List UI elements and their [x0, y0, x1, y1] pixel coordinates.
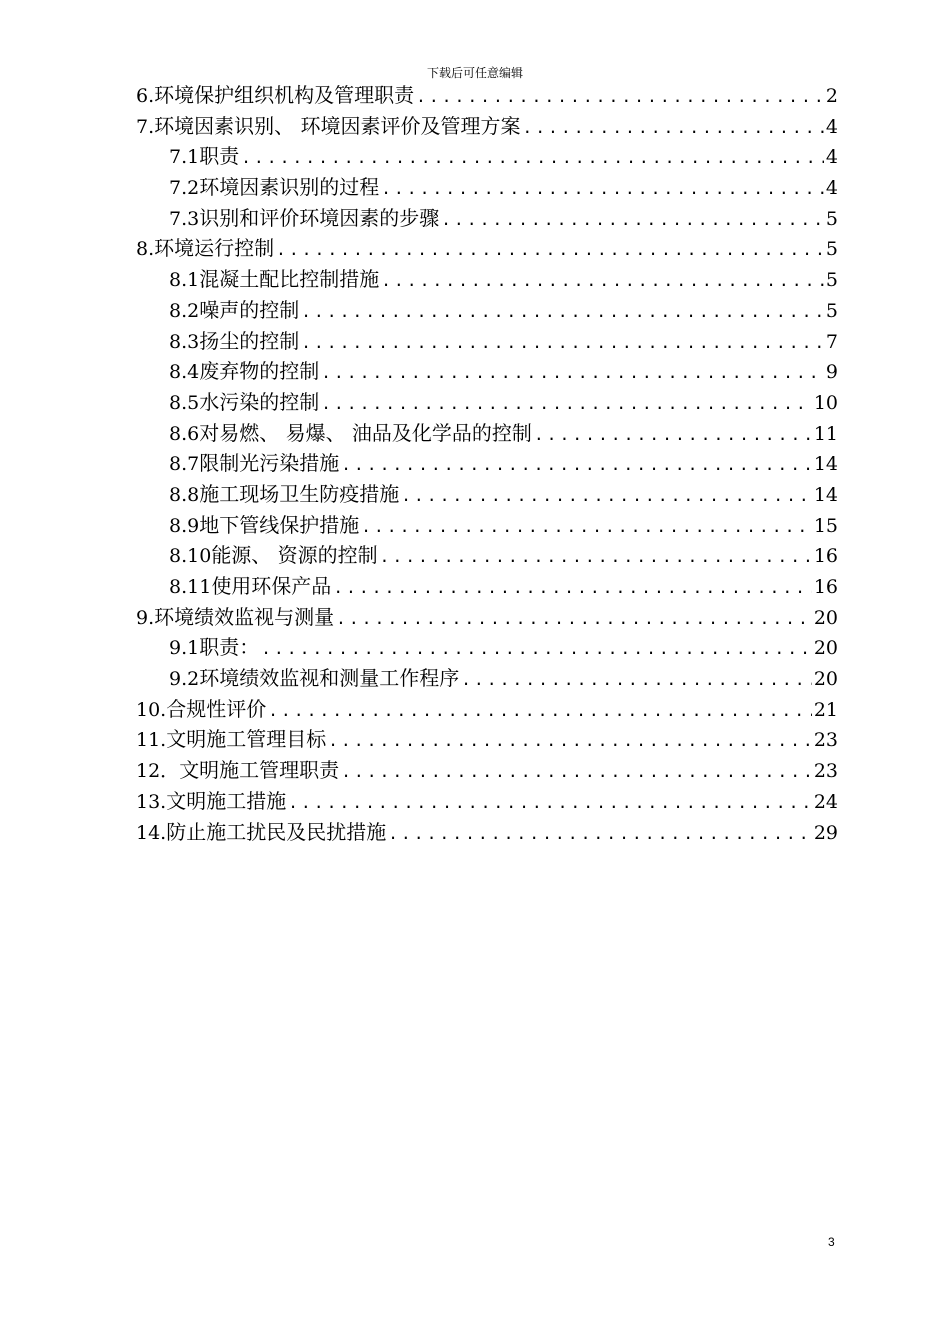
toc-entry-page: 7: [825, 330, 838, 353]
toc-entry-label: [169, 479, 399, 511]
toc-entry-title: 职责: [199, 144, 240, 169]
toc-entry[interactable]: [136, 510, 838, 541]
toc-dot-leader: [532, 420, 812, 451]
toc-dot-leader: [399, 481, 812, 512]
toc-entry-label: [136, 724, 326, 756]
toc-dot-leader: [299, 328, 824, 359]
toc-entry-page: 20: [813, 637, 838, 660]
toc-entry-page: 23: [813, 729, 838, 752]
toc-entry-page: 20: [813, 668, 838, 691]
toc-entry[interactable]: [136, 817, 838, 848]
toc-entry[interactable]: [136, 233, 838, 264]
toc-entry-page: 24: [813, 790, 838, 813]
toc-entry[interactable]: [136, 418, 838, 449]
toc-entry-page: 29: [813, 821, 838, 844]
toc-dot-leader: [378, 542, 812, 573]
toc-entry-page: 14: [813, 483, 838, 506]
toc-entry-page: 4: [825, 177, 838, 200]
toc-entry[interactable]: [136, 356, 838, 387]
page-number: 3: [828, 1235, 835, 1249]
toc-entry[interactable]: [136, 111, 838, 142]
toc-entry-label: [169, 356, 319, 388]
toc-entry-page: 2: [825, 85, 838, 107]
toc-entry-title: 环境因素识别的过程: [199, 175, 380, 200]
toc-dot-leader: [459, 665, 812, 696]
toc-entry-label: [169, 172, 379, 204]
toc-entry-label: [169, 326, 299, 358]
toc-entry[interactable]: [136, 264, 838, 295]
toc-entry-page: 16: [813, 576, 838, 598]
toc-entry[interactable]: [136, 755, 838, 786]
toc-dot-leader: [521, 113, 824, 144]
toc-entry[interactable]: [136, 663, 838, 694]
toc-entry-label: [169, 141, 239, 173]
toc-entry-number: 8.11: [169, 576, 212, 598]
toc-dot-leader: [414, 82, 824, 113]
toc-entry-number: 7.: [136, 115, 155, 138]
toc-entry-number: 7.2: [169, 177, 200, 200]
toc-entry-title: 对易燃、 易爆、 油品及化学品的控制: [199, 420, 532, 445]
toc-entry[interactable]: [136, 724, 838, 755]
toc-entry-title: 扬尘的控制: [199, 328, 300, 353]
toc-entry-page: 5: [825, 207, 838, 230]
toc-entry-number: 8.7: [169, 453, 200, 476]
table-of-contents: [136, 80, 838, 847]
toc-entry-number: 8.8: [169, 483, 200, 506]
toc-dot-leader: [339, 757, 812, 788]
toc-entry-number: 8.10: [169, 545, 212, 568]
toc-dot-leader: [266, 696, 812, 727]
toc-entry-number: 8.: [136, 238, 155, 261]
toc-entry-page: 4: [825, 115, 838, 138]
toc-entry-number: 11.: [136, 729, 167, 752]
toc-dot-leader: [326, 726, 812, 757]
toc-entry-title: 环境运行控制: [154, 236, 275, 261]
toc-entry-number: 7.1: [169, 146, 200, 169]
toc-dot-leader: [339, 450, 812, 481]
toc-entry-page: 11: [813, 422, 838, 445]
toc-entry-title: 文明施工管理目标: [166, 727, 327, 752]
toc-entry-number: 14.: [136, 821, 167, 844]
toc-entry-number: 8.2: [169, 299, 200, 322]
toc-entry-label: [136, 786, 286, 818]
toc-entry-label: [169, 264, 379, 296]
toc-entry-page: 5: [825, 299, 838, 322]
toc-dot-leader: [379, 174, 824, 205]
toc-entry-title: 地下管线保护措施: [199, 512, 360, 537]
toc-entry-title: 能源、 资源的控制: [211, 543, 378, 568]
toc-entry-page: 15: [813, 514, 838, 537]
toc-entry[interactable]: [136, 694, 838, 725]
toc-entry[interactable]: [136, 326, 838, 357]
toc-entry[interactable]: [136, 479, 838, 510]
toc-dot-leader: [319, 358, 824, 389]
toc-entry-number: 8.3: [169, 330, 200, 353]
toc-entry-number: 8.4: [169, 361, 200, 384]
toc-entry-page: 5: [825, 269, 838, 292]
toc-entry[interactable]: [136, 141, 838, 172]
toc-entry[interactable]: [136, 387, 838, 418]
header-note: 下载后可任意编辑: [426, 66, 523, 80]
toc-entry-number: 6.: [136, 85, 155, 107]
toc-entry-label: [136, 602, 334, 634]
toc-entry-title: 文明施工管理职责: [179, 758, 340, 783]
toc-entry-label: [169, 448, 339, 480]
toc-entry-number: 8.5: [169, 391, 200, 414]
toc-entry[interactable]: [136, 632, 838, 663]
toc-entry-page: 20: [813, 606, 838, 629]
toc-entry[interactable]: [136, 786, 838, 817]
toc-entry-label: [169, 387, 319, 419]
toc-dot-leader: [331, 573, 812, 604]
toc-entry-label: [169, 571, 331, 603]
toc-entry-number: 7.3: [169, 207, 200, 230]
toc-dot-leader: [386, 819, 812, 850]
toc-entry-number: 9.2: [169, 668, 200, 691]
toc-dot-leader: [274, 235, 824, 266]
toc-entry-number: 8.9: [169, 514, 200, 537]
toc-dot-leader: [439, 205, 824, 236]
toc-entry-label: [169, 632, 259, 664]
toc-entry-number: 9.: [136, 606, 155, 629]
toc-entry-title: 废弃物的控制: [199, 359, 320, 384]
toc-dot-leader: [379, 266, 824, 297]
toc-entry-title: 噪声的控制: [199, 297, 300, 322]
toc-entry-label: [136, 233, 274, 265]
toc-entry-page: 4: [825, 146, 838, 169]
toc-entry-title: 环境绩效监视和测量工作程序: [199, 666, 460, 691]
toc-entry-number: 12．: [136, 760, 180, 783]
toc-entry-page: 5: [825, 238, 838, 261]
toc-entry-page: 14: [813, 453, 838, 476]
toc-entry-title: 合规性评价: [166, 696, 267, 721]
toc-entry-title: 识别和评价环境因素的步骤: [199, 205, 440, 230]
toc-entry-title: 混凝土配比控制措施: [199, 267, 380, 292]
toc-entry[interactable]: [136, 80, 838, 111]
toc-entry[interactable]: [136, 203, 838, 234]
toc-entry-label: [169, 203, 439, 235]
toc-entry[interactable]: [136, 295, 838, 326]
toc-entry-label: [169, 295, 299, 327]
toc-entry[interactable]: [136, 602, 838, 633]
toc-entry-page: 9: [825, 361, 838, 384]
toc-dot-leader: [319, 389, 812, 420]
toc-entry-number: 8.6: [169, 422, 200, 445]
toc-entry[interactable]: [136, 172, 838, 203]
toc-entry-label: [136, 755, 339, 787]
toc-dot-leader: [286, 788, 812, 819]
toc-entry-title: 文明施工措施: [166, 788, 287, 813]
toc-entry-page: 23: [813, 760, 838, 783]
toc-dot-leader: [259, 634, 812, 665]
toc-entry-label: [136, 111, 521, 143]
toc-entry-label: [169, 540, 378, 572]
toc-entry-number: 9.1: [169, 637, 200, 660]
toc-entry-number: 13.: [136, 790, 167, 813]
toc-entry-page: 16: [813, 545, 838, 568]
toc-entry-label: [169, 663, 459, 695]
toc-entry-label: [136, 694, 266, 726]
toc-entry-title: 职责：: [199, 635, 260, 660]
toc-entry[interactable]: [136, 571, 838, 602]
toc-entry-title: 环境保护组织机构及管理职责: [154, 83, 415, 107]
toc-entry-title: 使用环保产品: [211, 574, 332, 598]
toc-entry-title: 水污染的控制: [199, 389, 320, 414]
toc-entry[interactable]: [136, 540, 838, 571]
toc-dot-leader: [334, 604, 812, 635]
toc-entry-number: 8.1: [169, 269, 200, 292]
toc-entry-label: [136, 817, 386, 849]
toc-dot-leader: [239, 143, 824, 174]
toc-entry-title: 环境绩效监视与测量: [154, 604, 335, 629]
toc-entry-label: [136, 80, 414, 112]
toc-entry-title: 环境因素识别、 环境因素评价及管理方案: [154, 113, 521, 138]
toc-entry-title: 限制光污染措施: [199, 451, 340, 476]
toc-entry-number: 10.: [136, 698, 167, 721]
toc-dot-leader: [299, 297, 824, 328]
toc-entry[interactable]: [136, 448, 838, 479]
toc-entry-label: [169, 510, 359, 542]
toc-entry-label: [169, 418, 532, 450]
toc-dot-leader: [359, 512, 812, 543]
toc-entry-title: 防止施工扰民及民扰措施: [166, 819, 387, 844]
toc-entry-page: 21: [813, 698, 838, 721]
toc-entry-title: 施工现场卫生防疫措施: [199, 481, 400, 506]
toc-entry-page: 10: [813, 391, 838, 414]
